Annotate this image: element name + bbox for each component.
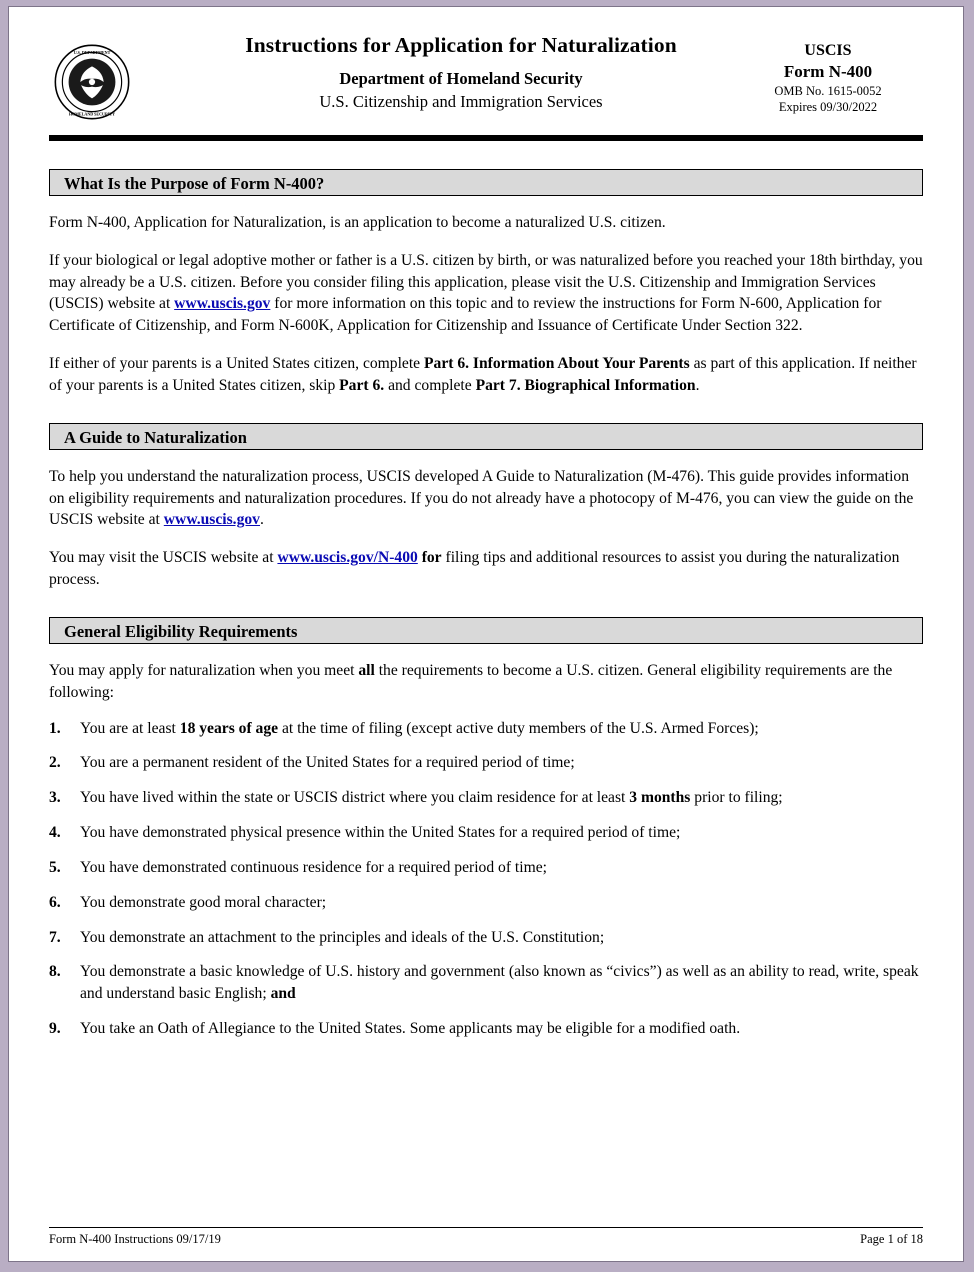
list-item (49, 892, 923, 914)
list-item-text-a: You are a permanent resident of the United States for a required period of time; (80, 754, 575, 772)
eligibility-intro-bold: all (358, 661, 375, 679)
list-item (49, 787, 923, 809)
list-item-number: 2. (49, 754, 61, 772)
purpose-p3-text-a: If either of your parents is a United States citizen, complete (49, 355, 424, 373)
omb-number: OMB No. 1615-0052 (774, 84, 882, 99)
document-header (49, 33, 923, 129)
list-item-number: 9. (49, 1020, 61, 1038)
svg-text:U.S. DEPARTMENT: U.S. DEPARTMENT (73, 49, 111, 55)
list-item-text-b: prior to filing; (690, 789, 783, 807)
purpose-p3-text-e: . (695, 376, 700, 394)
purpose-p3-text-c: as part of this application. If neither of your parents is a United States citizen, skip (49, 355, 917, 394)
guide-p1-text-b: . (259, 511, 264, 529)
section-heading-eligibility: General Eligibility Requirements (49, 617, 923, 644)
part-6-reference-full: Part 6. Information About Your Parents (424, 355, 690, 373)
list-item (49, 961, 923, 1005)
agency-abbreviation: USCIS (804, 42, 852, 59)
list-item-number: 8. (49, 963, 61, 981)
purpose-paragraph-3 (49, 353, 923, 397)
expiration-date: Expires 09/30/2022 (778, 99, 878, 114)
list-item-text-a: You have demonstrated physical presence within the United States for a required period of time; (80, 824, 681, 842)
list-item (49, 927, 923, 949)
list-item-number: 1. (49, 719, 61, 737)
form-number: Form N-400 (783, 62, 873, 81)
page-title: Instructions for Application for Naturalization (245, 33, 677, 57)
purpose-paragraph-2 (49, 250, 923, 337)
list-item-text-b: at the time of filing (except active duty members of the U.S. Armed Forces); (278, 719, 759, 737)
svg-text:HOMELAND SECURITY: HOMELAND SECURITY (68, 111, 116, 117)
guide-p1-text-a: To help you understand the naturalization process, USCIS developed A Guide to Naturalization (M-476). This guide provides information on eligibility requirements and naturalization procedures. If you do not already have a photocopy of M-476, you can view the guide on the USCIS website at (49, 467, 914, 529)
eligibility-intro-b: the requirements to become a U.S. citizen. General eligibility requirements are the following: (49, 661, 893, 701)
part-6-reference-short: Part 6. (339, 376, 385, 394)
purpose-p2-text-b: for more information on this topic and to review the instructions for Form N-600, Application for Certificate of Citizenship, and Form N-600K, Application for Citizenship and Issuance of Certificate Under Section 322. (49, 295, 882, 335)
list-item-number: 3. (49, 789, 61, 807)
agency-name: U.S. Citizenship and Immigration Services (319, 92, 603, 111)
list-item-number: 5. (49, 858, 61, 876)
purpose-paragraph-1: Form N-400, Application for Naturalization, is an application to become a naturalized U.S. citizen. (49, 214, 666, 231)
footer-divider (49, 1227, 923, 1228)
list-item-number: 4. (49, 824, 61, 842)
list-item-number: 6. (49, 893, 61, 911)
list-item (49, 822, 923, 844)
eligibility-intro (49, 660, 923, 704)
purpose-p3-text-d: and complete (384, 376, 476, 394)
list-item (49, 752, 923, 774)
footer-page-number: Page 1 of 18 (860, 1232, 923, 1246)
guide-p2-text-a: You may visit the USCIS website at (49, 549, 278, 567)
document-page (8, 6, 964, 1262)
uscis-website-link[interactable]: www.uscis.gov (174, 295, 271, 313)
list-item-text-a: You demonstrate good moral character; (80, 893, 327, 911)
list-item (49, 857, 923, 879)
section-heading-guide: A Guide to Naturalization (49, 423, 923, 450)
purpose-p2-text-a: If your biological or legal adoptive mother or father is a U.S. citizen by birth, or was naturalized before you reached your 18th birthday, you may already be a U.S. citizen. Before you consider filing this application, please visit the U.S. Citizenship and Immigration Services (USCIS) website at (49, 251, 923, 313)
section-heading-purpose: What Is the Purpose of Form N-400? (49, 169, 923, 196)
dhs-seal-icon (53, 43, 131, 121)
list-item-bold: 18 years of age (179, 719, 279, 737)
list-item (49, 718, 923, 740)
guide-p2-bold: for (417, 549, 442, 567)
part-7-reference: Part 7. Biographical Information (475, 376, 696, 394)
list-item-text-a: You have demonstrated continuous residence for a required period of time; (80, 858, 547, 876)
form-identifier-block (733, 41, 923, 116)
eligibility-requirements-list (49, 718, 923, 1040)
list-item-bold: 3 months (629, 789, 691, 807)
list-item (49, 1018, 923, 1040)
list-item-text-a: You take an Oath of Allegiance to the United States. Some applicants may be eligible for a modified oath. (80, 1020, 741, 1038)
header-divider (49, 135, 923, 141)
footer-form-info: Form N-400 Instructions 09/17/19 (49, 1232, 221, 1246)
document-footer (49, 1227, 923, 1247)
uscis-website-link-guide[interactable]: www.uscis.gov (163, 511, 260, 529)
department-name: Department of Homeland Security (339, 69, 583, 88)
guide-paragraph-2 (49, 547, 923, 591)
list-item-number: 7. (49, 928, 61, 946)
uscis-n400-link[interactable]: www.uscis.gov/N-400 (277, 549, 418, 567)
guide-paragraph-1 (49, 466, 923, 531)
eligibility-intro-a: You may apply for naturalization when you meet (49, 661, 359, 679)
list-item-text-a: You demonstrate a basic knowledge of U.S. history and government (also known as “civics”) as well as an ability to read, write, speak and understand basic English; (80, 963, 919, 1003)
list-item-text-a: You demonstrate an attachment to the principles and ideals of the U.S. Constitution; (80, 928, 605, 946)
list-item-text-a: You are at least (80, 719, 180, 737)
list-item-text-a: You have lived within the state or USCIS district where you claim residence for at least (80, 789, 630, 807)
guide-p2-text-b: filing tips and additional resources to assist you during the naturalization process. (49, 549, 900, 589)
list-item-bold: and (270, 985, 296, 1003)
